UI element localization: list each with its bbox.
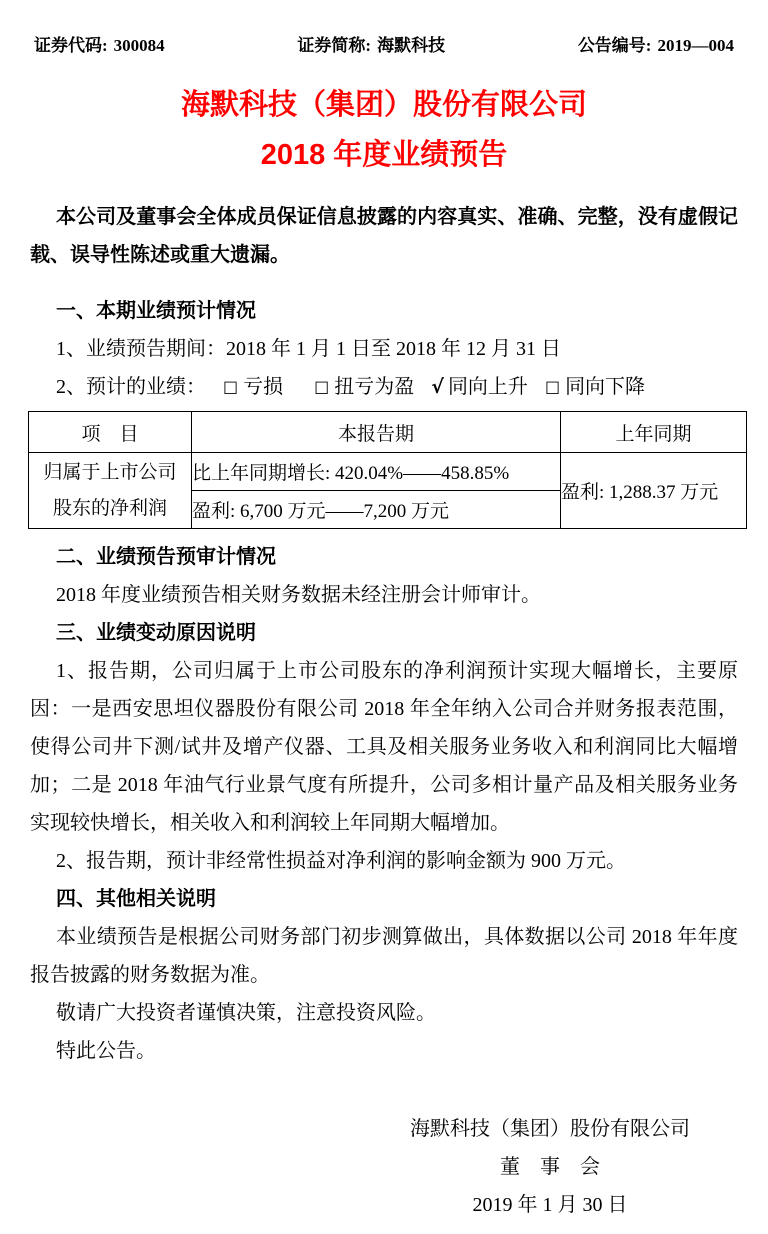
stock-name-value: 海默科技: [377, 36, 446, 55]
section4-paragraph-1: 本业绩预告是根据公司财务部门初步测算做出，具体数据以公司 2018 年年度报告披露的财务数据为准。: [30, 926, 738, 986]
section3-paragraph-1: 1、报告期，公司归属于上市公司股东的净利润预计实现大幅增长，主要原因：一是西安思坦仪器股份有限公司 2018 年全年纳入公司合并财务报表范围，使得公司井下测/试井及增产仪器、工具及相关服务业务收入和利润同比大幅增加；二是 2018 年油气行业景气度有所提升，公司多相计量产品及相关服务业务实现较快增长，相关收入和利润较上年同期大幅增加。: [30, 660, 738, 834]
forecast-period-line: 1、业绩预告期间：2018 年 1 月 1 日至 2018 年 12 月 31 日: [56, 338, 561, 360]
stock-name-label: 证券简称:: [297, 36, 372, 55]
checkbox-unchecked-icon: □: [544, 377, 561, 396]
section2-heading: 二、业绩预告预审计情况: [56, 546, 276, 568]
section3-paragraph-2: 2、报告期，预计非经常性损益对净利润的影响金额为 900 万元。: [56, 850, 626, 872]
checkbox-unchecked-icon: □: [223, 377, 239, 396]
option-decrease-label: 同向下降: [565, 376, 646, 398]
option-increase-label: 同向上升: [447, 376, 528, 398]
disclosure-notice: 本公司及董事会全体成员保证信息披露的内容真实、准确、完整，没有虚假记载、误导性陈述或重大遗漏。: [30, 206, 738, 266]
option-decrease: [545, 376, 645, 398]
cell-profit-range: 盈利: 6,700 万元——7,200 万元: [192, 491, 561, 529]
forecast-table-header-row: [29, 412, 747, 453]
announcement-number: [578, 36, 734, 56]
announcement-number-value: 2019—004: [657, 36, 734, 55]
forecast-type-line: [30, 368, 738, 407]
stock-code-value: 300084: [113, 36, 165, 55]
section3-heading: 三、业绩变动原因说明: [56, 622, 256, 644]
section2-paragraph: 2018 年度业绩预告相关财务数据未经注册会计师审计。: [56, 584, 541, 606]
column-header-item: 项 目: [29, 412, 192, 453]
company-title: 海默科技（集团）股份有限公司: [180, 89, 587, 121]
signature-company: 海默科技（集团）股份有限公司: [410, 1118, 690, 1140]
signature-board: 董 事 会: [500, 1156, 600, 1178]
row-label-line1: 归属于上市公司: [43, 461, 177, 483]
forecast-table-row-growth: [29, 453, 747, 491]
option-turnaround-label: 扭亏为盈: [334, 376, 415, 398]
option-turnaround: [314, 376, 419, 398]
stock-code-label: 证券代码:: [34, 36, 108, 55]
section4-paragraph-3: 特此公告。: [56, 1040, 156, 1062]
document-header: [30, 36, 738, 56]
signature-date: 2019 年 1 月 30 日: [472, 1194, 628, 1216]
checkbox-unchecked-icon: □: [314, 377, 330, 396]
column-header-current-period: 本报告期: [192, 412, 561, 453]
checkmark-icon: √: [431, 376, 444, 398]
announcement-number-label: 公告编号:: [577, 36, 652, 55]
section1-heading: 一、本期业绩预计情况: [56, 300, 256, 322]
column-header-prior-period: 上年同期: [561, 412, 747, 453]
option-increase-selected: [431, 376, 533, 398]
section4-paragraph-2: 敬请广大投资者谨慎决策，注意投资风险。: [56, 1002, 436, 1024]
option-loss-label: 亏损: [243, 376, 284, 398]
forecast-type-label: 2、预计的业绩：: [56, 376, 206, 398]
stock-code: [34, 36, 165, 56]
row-label-net-profit: [29, 453, 192, 529]
cell-prior-profit: 盈利: 1,288.37 万元: [561, 453, 747, 529]
cell-growth-range: 比上年同期增长: 420.04%——458.85%: [192, 453, 561, 491]
option-loss: [223, 376, 288, 398]
signature-block: [410, 1110, 690, 1224]
stock-name: [297, 36, 445, 56]
section4-heading: 四、其他相关说明: [56, 888, 216, 910]
row-label-line2: 股东的净利润: [52, 497, 167, 519]
forecast-table: [28, 411, 747, 529]
report-title: 2018 年度业绩预告: [260, 139, 508, 171]
